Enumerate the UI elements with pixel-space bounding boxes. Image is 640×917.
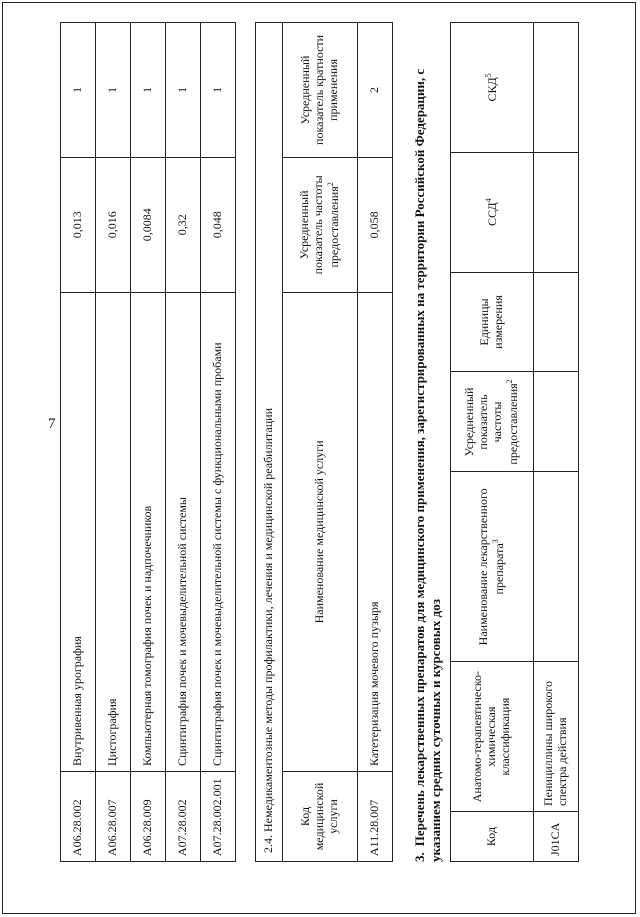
table-header-row — [451, 23, 534, 862]
table-header-row — [283, 23, 358, 862]
footnote-marker: 2 — [325, 182, 335, 187]
service-name: Внутривенная урография — [61, 292, 96, 771]
table-row — [358, 23, 393, 862]
drug-atc: Пенициллины широкого спектра действия — [534, 662, 579, 812]
page-number: 7 — [48, 416, 56, 432]
section-3-title: Перечень лекарственных препаратов для медицинского применения, зарегистрированных на территории Российской Федерации, с указанием средних суточных и курсовых доз — [412, 68, 443, 862]
footnote-marker: 3 — [491, 539, 500, 544]
drug-frequency — [534, 372, 579, 472]
footnote-marker: 4 — [484, 198, 494, 203]
header-atc: Анатомо-терапевтическо-химическая классификация — [451, 662, 534, 812]
drug-units — [534, 272, 579, 372]
service-code: A07.28.002.001 — [201, 772, 236, 862]
non-drug-methods-table — [255, 22, 393, 862]
frequency-value: 0,058 — [358, 157, 393, 292]
section-2-4-heading-row — [256, 23, 283, 862]
multiplicity-value: 1 — [61, 23, 96, 158]
drugs-table — [450, 22, 579, 862]
section-2-4-title: 2.4. Немедикаментозные методы профилактики, лечения и медицинской реабилитации — [256, 23, 283, 862]
header-frequency-text: Усредненный показатель частоты предоставления — [297, 175, 341, 275]
service-name: Цистография — [96, 292, 131, 771]
table-row — [201, 23, 236, 862]
header-drug — [451, 472, 534, 662]
multiplicity-value: 2 — [358, 23, 393, 158]
drug-name — [534, 472, 579, 662]
header-frequency-text: Усредненный показатель частоты предоставления — [462, 383, 520, 465]
service-name: Сцинтиграфия почек и мочевыделительной системы с функциональными пробами — [201, 292, 236, 771]
header-units: Единицы измерения — [451, 272, 534, 372]
header-frequency — [283, 157, 358, 292]
footnote-marker: 2 — [504, 379, 514, 384]
table-row — [534, 23, 579, 862]
frequency-value: 0,048 — [201, 157, 236, 292]
header-ssd-text: ССД — [485, 202, 500, 226]
frequency-value: 0,0084 — [131, 157, 166, 292]
footnote-marker: 5 — [484, 73, 494, 78]
table-row — [96, 23, 131, 862]
service-name: Катетеризация мочевого пузыря — [358, 292, 393, 771]
procedures-table — [60, 22, 236, 862]
rotated-document-body — [60, 22, 580, 862]
drug-ssd — [534, 152, 579, 272]
multiplicity-value: 1 — [166, 23, 201, 158]
frequency-value: 0,013 — [61, 157, 96, 292]
multiplicity-value: 1 — [96, 23, 131, 158]
service-code: A06.28.007 — [96, 772, 131, 862]
service-code: A07.28.002 — [166, 772, 201, 862]
header-multiplicity: Усредненный показатель кратности применения — [283, 23, 358, 158]
service-name: Сцинтиграфия почек и мочевыделительной системы — [166, 292, 201, 771]
drug-code: J01CA — [534, 812, 579, 862]
service-code: A06.28.002 — [61, 772, 96, 862]
header-drug-text: Наименование лекарственного препарата — [476, 488, 506, 646]
header-code: Код — [451, 812, 534, 862]
header-frequency — [451, 372, 534, 472]
table-row — [166, 23, 201, 862]
table-row — [131, 23, 166, 862]
frequency-value: 0,32 — [166, 157, 201, 292]
drug-skd — [534, 23, 579, 153]
frequency-value: 0,016 — [96, 157, 131, 292]
service-code: A06.28.009 — [131, 772, 166, 862]
table-row — [61, 23, 96, 862]
service-name: Компьютерная томография почек и надпочечников — [131, 292, 166, 771]
header-code: Код медицинской услуги — [283, 772, 358, 862]
header-skd-text: СКД — [485, 77, 500, 102]
service-code: A11.28.007 — [358, 772, 393, 862]
header-name: Наименование медицинской услуги — [283, 292, 358, 771]
header-skd — [451, 23, 534, 153]
header-ssd — [451, 152, 534, 272]
multiplicity-value: 1 — [131, 23, 166, 158]
section-3-heading — [412, 22, 443, 862]
multiplicity-value: 1 — [201, 23, 236, 158]
section-3-number: 3. — [412, 852, 427, 862]
